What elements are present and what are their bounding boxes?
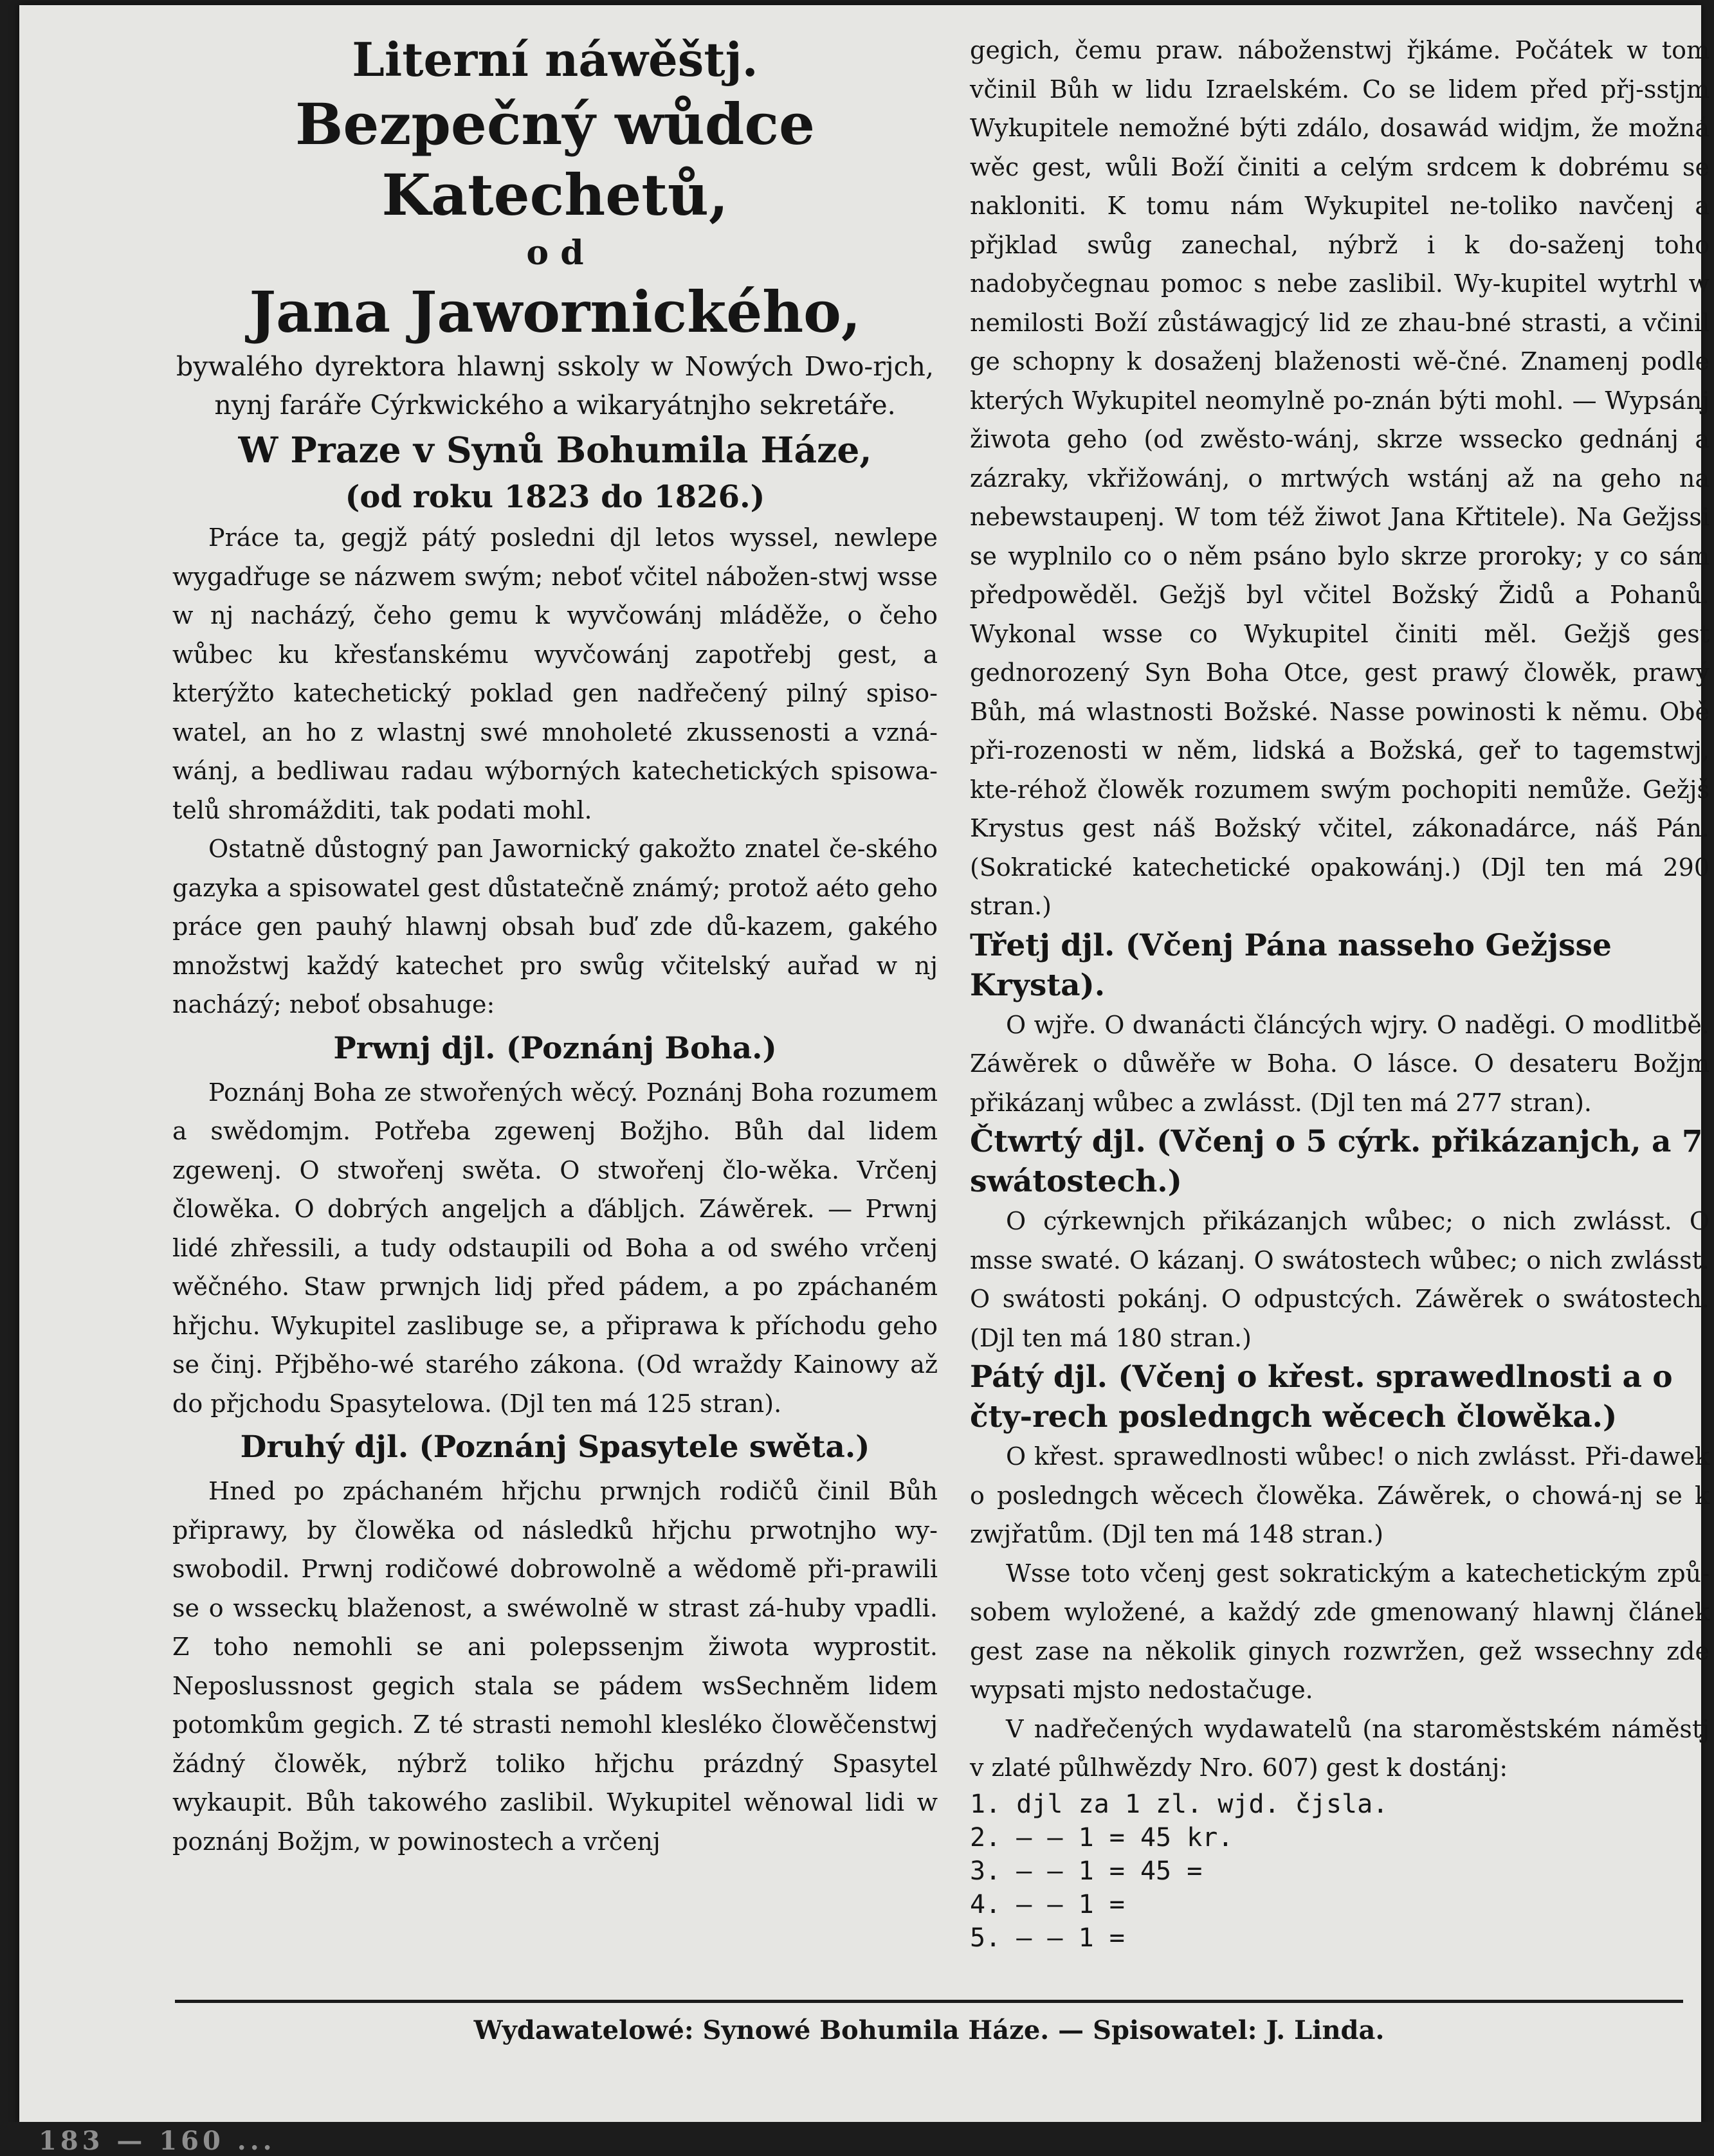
price-qty: 1 — [1124, 1789, 1140, 1819]
price-num: 1. — [970, 1789, 1001, 1819]
price-row — [970, 1821, 1709, 1854]
part4-text: O cýrkewnjch přikázanjch wůbec; o nich zwlásst. O msse swaté. O kázanj. O swátostech wůbec; o nich zwlásst. O swátosti pokánj. O odpustcých. Záwěrek o swátostech. (Djl ten má 180 stran.) — [970, 1207, 1709, 1352]
price-num: 3. — [970, 1856, 1001, 1886]
newspaper-page — [19, 5, 1709, 2127]
footer-publishers: Wydawatelowé: Synowé Bohumila Háze. — Spisowatel: J. Linda. — [473, 2015, 1385, 2045]
margin-reference: 183 — 160 ... — [39, 2126, 276, 2156]
price-list — [970, 1788, 1709, 1955]
book-title: Bezpečný wůdce Katechetů, — [295, 91, 816, 228]
part1-title: Prwnj djl. (Poznánj Boha.) — [333, 1030, 777, 1066]
footer-rule — [175, 2000, 1683, 2003]
price-row — [970, 1921, 1709, 1955]
price-qty: 1 — [1078, 1923, 1094, 1953]
part5-title: Pátý djl. (Včenj o křest. sprawedlnosti a o čty-rech posledngch wěcech člowěka.) — [970, 1359, 1673, 1435]
price-num: 4. — [970, 1889, 1001, 1919]
publication-years: (od roku 1823 do 1826.) — [345, 479, 765, 515]
price-value: zl. wjd. čjsla. — [1156, 1789, 1389, 1819]
intro-paragraph-2: Ostatně důstogný pan Jawornický gakožto znatel če-ského gazyka a spisowatel gest důstatečně známý; protož aéto geho práce gen pauhý hlawnj obsah buď zde dů-kazem, gakého množstwj každý katechet pro swůg včitelský auřad w nj nacházý; neboť obsahuge: — [172, 835, 938, 1019]
price-label: djl za — [1016, 1789, 1109, 1819]
part5-text: O křest. sprawedlnosti wůbec! o nich zwlásst. Při-dawek o posledngch wěcech člowěka. Záwěrek, o chowá-nj se k zwjřatům. (Djl ten má 148 stran.) — [970, 1442, 1709, 1548]
part1-text: Poznánj Boha ze stwořených wěcý. Poznánj Boha rozumem a swědomjm. Potřeba zgewenj Božjho. Bůh dal lidem zgewenj. O stwořenj swěta. O stwořenj člo-wěka. Vrčenj člowěka. O dobrých angeljch a ďábljch. Záwěrek. — Prwnj lidé zhřessili, a tudy odstaupili od Boha a od swého vrčenj wěčného. Staw prwnjch lidj před pádem, a po zpáchaném hřjchu. Wykupitel zaslibuge se, a připrawa k příchodu geho se činj. Přjběho-wé starého zákona. (Od wraždy Kainowy až do přjchodu Spasytelowa. (Djl ten má 125 stran). — [172, 1078, 938, 1418]
closing-paragraph-2: V nadřečených wydawatelů (na staroměstském náměstj v zlaté půlhwězdy Nro. 607) gest k dostánj: — [970, 1714, 1709, 1782]
price-qty: 1 — [1078, 1822, 1094, 1853]
price-label: — — — [1016, 1923, 1063, 1953]
price-num: 2. — [970, 1822, 1001, 1853]
announcement-title: Literní náwěštj. — [352, 32, 758, 87]
author-name: Jana Jawornického, — [249, 278, 861, 345]
publisher-place: W Praze v Synů Bohumila Háze, — [238, 429, 872, 471]
right-column — [970, 31, 1709, 1955]
price-qty: 1 — [1078, 1889, 1094, 1919]
closing-paragraph-1: Wsse toto včenj gest sokratickým a katechetickým způ-sobem wyložené, a každý zde gmenowaný hlawnj článek gest zase na několik ginych rozwržen, gež wssechny zde wypsati mjsto nedostačuge. — [970, 1559, 1709, 1704]
price-label: — — — [1016, 1822, 1063, 1853]
intro-paragraph-1: Práce ta, gegjž pátý posledni djl letos wyssel, newlepe wygadřuge se názwem swým; neboť včitel nábožen-stwj wsse w nj nacházý, čeho gemu k wyvčowánj mláděže, o čeho wůbec ku křesťanskému wyvčowánj zapotřebj gest, a kterýžto katechetický poklad gen nadřečený pilný spiso-watel, an ho z wlastnj swé mnoholeté zkussenosti a vzná-wánj, a bedliwau radau wýborných katechetických spisowa-telů shromážditi, tak podati mohl. — [172, 523, 938, 824]
price-row — [970, 1788, 1709, 1821]
price-value: = 45 kr. — [1109, 1822, 1234, 1853]
price-qty: 1 — [1078, 1856, 1094, 1886]
part2-text: Hned po zpáchaném hřjchu prwnjch rodičů činil Bůh připrawy, by člowěka od následků hřjchu prwotnjho wy-swobodil. Prwnj rodičowé dobrowolně a wědomě při-prawili se o wsseckų blaženost, a swéwolně w strast zá-huby vpadli. Z toho nemohli se ani polepssenjm žiwota wyprostit. Neposlussnost gegich stala se pádem wsSechněm lidem potomkům gegich. Z té strasti nemohl klesléko člowěčenstwj žádný člowěk, nýbrž toliko hřjchu prázdný Spasytel wykaupit. Bůh takowého zaslibil. Wykupitel wěnowal lidi w poznánj Božjm, w powinostech a vrčenj — [172, 1477, 938, 1856]
part4-title: Čtwrtý djl. (Včenj o 5 cýrk. přikázanjch, a 7 swátostech.) — [970, 1124, 1703, 1199]
part2-continuation: gegich, čemu praw. náboženstwj řjkáme. Počátek w tom včinil Bůh w lidu Izraelském. Co se lidem před přj-sstjm Wykupitele nemožné býti zdálo, dosawád widjm, že možná wěc gest, wůli Boží činiti a celým srdcem k dobrému se nakloniti. K tomu nám Wykupitel ne-toliko navčenj a přjklad swůg zanechal, nýbrž i k do-saženj toho nadobyčegnau pomoc s nebe zaslibil. Wy-kupitel wytrhl w nemilosti Boží zůstáwagjcý lid ze zhau-bné strasti, a včinil ge schopny k dosaženj blaženosti wě-čné. Znamenj podle kterých Wykupitel neomylně po-znán býti mohl. — Wypsánj žiwota geho (od zwěsto-wánj, skrze wssecko gednánj a zázraky, vkřižowánj, o mrtwých wstánj až na geho na nebewstaupenj. W tom též žiwot Jana Křtitele). Na Gežjssi se wyplnilo co o něm psáno bylo skrze proroky; y co sám předpowěděl. Gežjš byl včitel Božský Židů a Pohanů. Wykonal wsse co Wykupitel činiti měl. Gežjš gest gednorozený Syn Boha Otce, gest prawý člowěk, prawý Bůh, má wlastnosti Božské. Nasse powinosti k němu. Obě při-rozenosti w něm, lidská a Božská, geř to tagemstwj, kte-réhož člowěk rozumem swým pochopiti nemůže. Gežjš Krystus gest náš Božský včitel, zákonadárce, náš Pán. (Sokratické katechetické opakowánj.) (Djl ten má 290 stran.) — [970, 36, 1709, 920]
price-row — [970, 1888, 1709, 1921]
by-label: o d — [526, 233, 584, 273]
part3-text: O wjře. O dwanácti článcých wjry. O naděgi. O modlitbě. Záwěrek o důwěře w Boha. O lásce. O desateru Božjm přikázanj wůbec a zwlásst. (Djl ten má 277 stran). — [970, 1010, 1709, 1117]
author-description: bywalého dyrektora hlawnj sskoly w Nowých Dwo-rjch, nynj faráře Cýrkwického a wikaryátnjho sekretáře. — [176, 351, 934, 421]
price-num: 5. — [970, 1923, 1001, 1953]
price-value: = — [1109, 1923, 1125, 1953]
price-label: — — — [1016, 1889, 1063, 1919]
price-label: — — — [1016, 1856, 1063, 1886]
price-value: = 45 = — [1109, 1856, 1203, 1886]
part2-title: Druhý djl. (Poznánj Spasytele swěta.) — [240, 1429, 870, 1465]
price-row — [970, 1854, 1709, 1888]
left-column — [172, 31, 938, 1861]
part3-title: Třetj djl. (Včenj Pána nasseho Gežjsse Krysta). — [970, 927, 1612, 1003]
price-value: = — [1109, 1889, 1125, 1919]
